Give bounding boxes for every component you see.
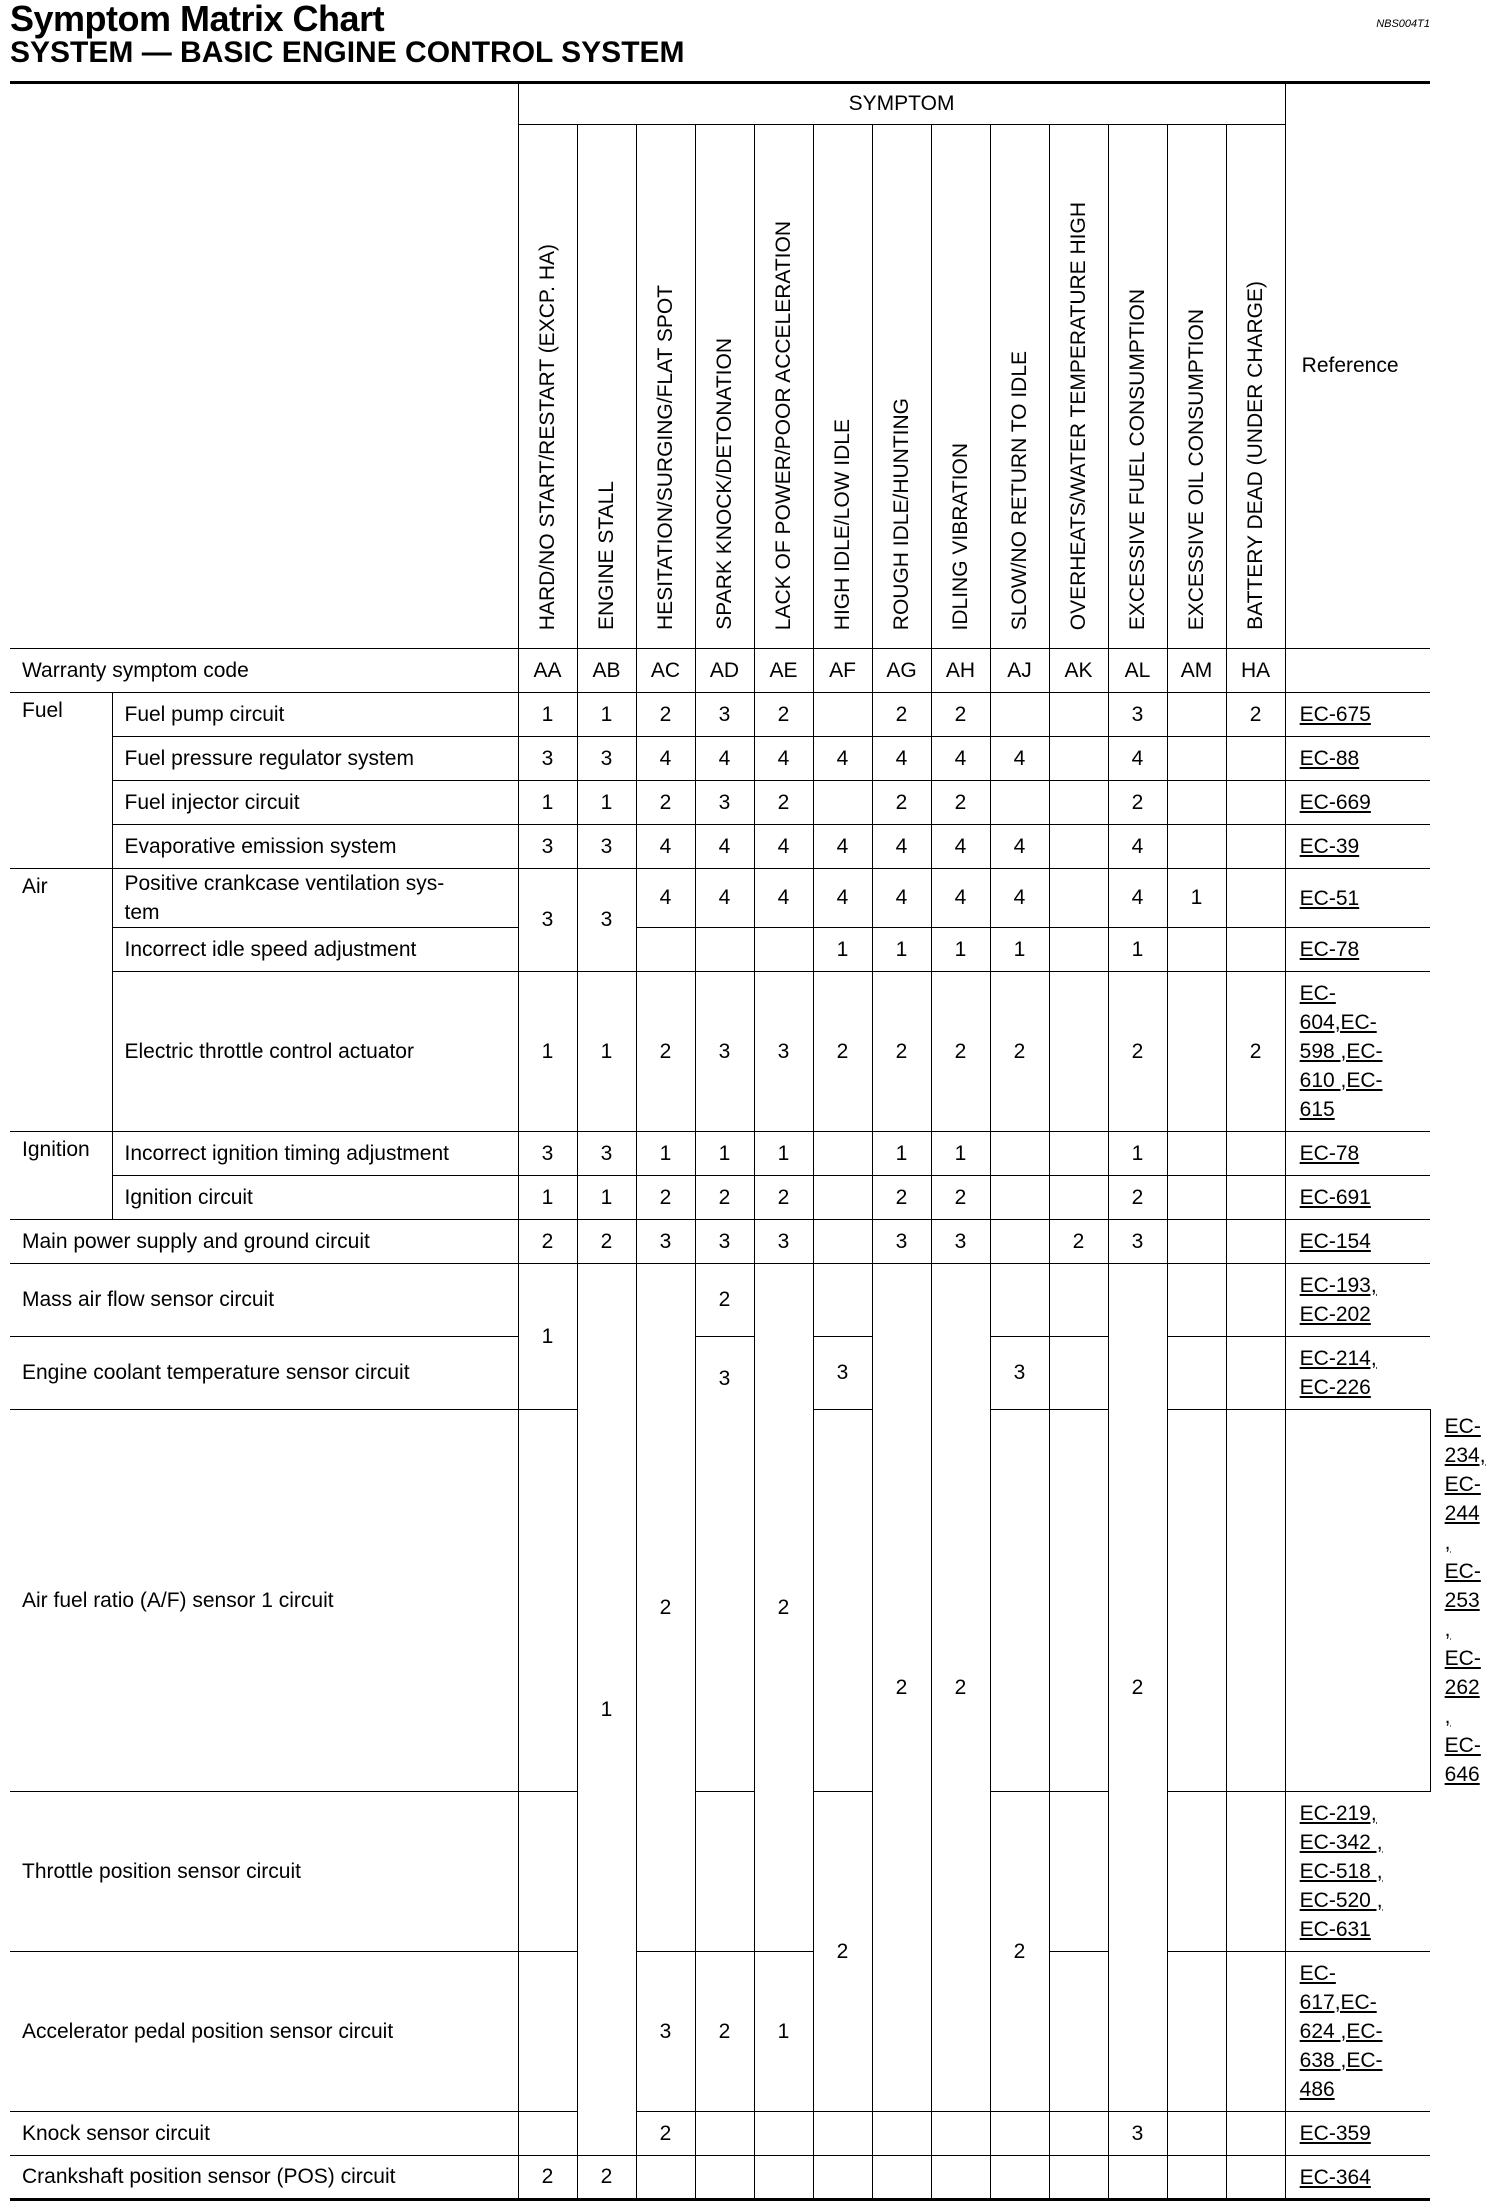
value-cell [1049, 693, 1108, 737]
value-cell [636, 928, 695, 972]
reference-link[interactable]: EC-78 [1285, 928, 1430, 972]
table-row [10, 1337, 1430, 1410]
code-cell: AL [1108, 649, 1167, 693]
symptom-header: SYMPTOM [518, 83, 1285, 125]
value-cell: 3 [695, 781, 754, 825]
value-cell: 2 [872, 781, 931, 825]
value-cell: 4 [990, 825, 1049, 869]
reference-link[interactable]: EC-364 [1285, 2156, 1430, 2200]
value-cell: 4 [1108, 825, 1167, 869]
value-cell: 2 [872, 1176, 931, 1220]
value-cell: 3 [636, 1952, 695, 2112]
value-cell [1167, 693, 1226, 737]
value-cell: 4 [813, 825, 872, 869]
value-cell: 2 [754, 693, 813, 737]
page-subtitle: SYSTEM — BASIC ENGINE CONTROL SYSTEM [10, 36, 685, 69]
value-cell [1167, 737, 1226, 781]
value-cell: 2 [518, 1220, 577, 1264]
value-cell: 3 [695, 972, 754, 1132]
value-cell: 2 [1226, 693, 1285, 737]
row-label: Engine coolant temperature sensor circuit [10, 1337, 518, 1410]
empty-cell [695, 2112, 754, 2156]
value-cell: 2 [931, 972, 990, 1132]
symptom-col-ab: ENGINE STALL [577, 125, 636, 649]
empty-cell [1167, 2156, 1226, 2200]
value-cell: 4 [872, 737, 931, 781]
symptom-col-am: EXCESSIVE OIL CONSUMPTION [1167, 125, 1226, 649]
value-cell: 1 [518, 1264, 577, 1410]
value-cell: 4 [931, 737, 990, 781]
value-cell: 2 [1049, 1220, 1108, 1264]
value-cell: 2 [1108, 972, 1167, 1132]
symptom-col-ak: OVERHEATS/WATER TEMPERATURE HIGH [1049, 125, 1108, 649]
value-cell: 3 [518, 737, 577, 781]
value-cell [813, 693, 872, 737]
table-row [10, 2156, 1430, 2200]
value-cell: 2 [813, 1792, 872, 2112]
value-cell: 2 [813, 972, 872, 1132]
row-label: Incorrect ignition timing adjustment [112, 1132, 518, 1176]
value-cell: 3 [872, 1220, 931, 1264]
value-cell [1049, 737, 1108, 781]
page-title: Symptom Matrix Chart [10, 0, 385, 39]
row-label: Accelerator pedal position sensor circuit [10, 1952, 518, 2112]
value-cell: 1 [518, 1176, 577, 1220]
value-cell: 3 [695, 1337, 754, 1792]
table-row [10, 825, 1430, 869]
value-cell: 2 [636, 2112, 695, 2156]
value-cell [754, 928, 813, 972]
value-cell: 4 [636, 737, 695, 781]
row-label: Crankshaft position sensor (POS) circuit [10, 2156, 518, 2200]
value-cell: 2 [636, 693, 695, 737]
table-row [10, 737, 1430, 781]
empty-cell [931, 2112, 990, 2156]
reference-link[interactable]: EC-51 [1285, 869, 1430, 928]
empty-cell [1049, 1264, 1108, 1337]
value-cell: 1 [577, 972, 636, 1132]
value-cell [990, 781, 1049, 825]
symptom-col-al: EXCESSIVE FUEL CONSUMPTION [1108, 125, 1167, 649]
reference-link[interactable]: EC-39 [1285, 825, 1430, 869]
code-cell: AD [695, 649, 754, 693]
value-cell [813, 1176, 872, 1220]
empty-cell [695, 2156, 754, 2200]
empty-cell [1285, 1410, 1430, 1792]
value-cell: 2 [754, 1176, 813, 1220]
symptom-col-ad: SPARK KNOCK/DETONATION [695, 125, 754, 649]
value-cell: 2 [636, 972, 695, 1132]
empty-cell [990, 2156, 1049, 2200]
value-cell: 1 [872, 1132, 931, 1176]
code-cell: AC [636, 649, 695, 693]
value-cell: 4 [990, 869, 1049, 928]
table-row [10, 1264, 1430, 1337]
empty-cell [1049, 2156, 1108, 2200]
value-cell: 4 [695, 825, 754, 869]
empty-cell [872, 2156, 931, 2200]
empty-cell [518, 1792, 577, 1952]
value-cell: 4 [695, 737, 754, 781]
value-cell: 2 [636, 1176, 695, 1220]
value-cell: 1 [518, 972, 577, 1132]
code-cell: AH [931, 649, 990, 693]
empty-cell [1167, 1337, 1226, 1410]
value-cell: 1 [518, 693, 577, 737]
value-cell: 2 [754, 1264, 813, 1952]
reference-link[interactable]: EC- 604,EC- 598 ,EC- 610 ,EC- 615 [1285, 972, 1430, 1132]
table-row [10, 928, 1430, 972]
value-cell: 3 [695, 1220, 754, 1264]
value-cell: 2 [931, 781, 990, 825]
table-row [10, 1132, 1430, 1176]
value-cell: 3 [813, 1337, 872, 1410]
reference-link[interactable]: EC-154 [1285, 1220, 1430, 1264]
code-cell: HA [1226, 649, 1285, 693]
reference-link[interactable]: EC-214, EC-226 [1285, 1337, 1430, 1410]
value-cell: 4 [754, 737, 813, 781]
value-cell [1049, 781, 1108, 825]
empty-cell [1108, 2156, 1167, 2200]
value-cell: 1 [1167, 869, 1226, 928]
table-row: Air fuel ratio (A/F) sensor 1 circuit EC-234, EC-244 , EC-253 , EC-262 , EC-646 [10, 1410, 1430, 1792]
value-cell [1226, 1220, 1285, 1264]
value-cell: 1 [577, 1264, 636, 2156]
value-cell: 1 [754, 1952, 813, 2112]
value-cell: 2 [1108, 1264, 1167, 2112]
reference-link[interactable]: EC-669 [1285, 781, 1430, 825]
value-cell [813, 1132, 872, 1176]
empty-cell [1049, 1792, 1108, 1952]
code-cell: AK [1049, 649, 1108, 693]
value-cell [695, 928, 754, 972]
empty-cell [813, 1410, 872, 1792]
reference-link[interactable]: EC-675 [1285, 693, 1430, 737]
row-label: Fuel injector circuit [112, 781, 518, 825]
value-cell [990, 1176, 1049, 1220]
value-cell: 3 [577, 825, 636, 869]
value-cell: 4 [636, 825, 695, 869]
code-cell: AM [1167, 649, 1226, 693]
value-cell: 2 [931, 1264, 990, 2112]
value-cell [1049, 928, 1108, 972]
empty-cell [813, 2112, 872, 2156]
value-cell: 1 [931, 928, 990, 972]
row-label: Positive crankcase ventilation sys- tem [112, 869, 518, 928]
value-cell: 3 [990, 1337, 1049, 1410]
value-cell [1167, 972, 1226, 1132]
value-cell: 2 [990, 1792, 1049, 2112]
value-cell [990, 1220, 1049, 1264]
table-row [10, 972, 1430, 1132]
value-cell [1226, 1132, 1285, 1176]
value-cell: 2 [872, 1264, 931, 2112]
warranty-label: Warranty symptom code [10, 649, 518, 693]
table-row [10, 1792, 1430, 1952]
reference-header: Reference [1285, 83, 1430, 649]
table-row [10, 1220, 1430, 1264]
value-cell: 2 [518, 2156, 577, 2200]
empty-cell [1167, 1264, 1226, 1337]
code-cell: AA [518, 649, 577, 693]
value-cell: 3 [518, 1132, 577, 1176]
empty-cell [1285, 649, 1430, 693]
reference-link[interactable]: EC- 617,EC- 624 ,EC- 638 ,EC- 486 [1285, 1952, 1430, 2112]
row-label: Evaporative emission system [112, 825, 518, 869]
value-cell: 3 [577, 1132, 636, 1176]
value-cell: 4 [931, 869, 990, 928]
reference-link[interactable]: EC-219, EC-342 , EC-518 , EC-520 , EC-631 [1285, 1792, 1430, 1952]
row-label: Main power supply and ground circuit [10, 1220, 518, 1264]
symptom-col-ha: BATTERY DEAD (UNDER CHARGE) [1226, 125, 1285, 649]
empty-cell [813, 2156, 872, 2200]
value-cell [990, 693, 1049, 737]
value-cell: 2 [1226, 972, 1285, 1132]
value-cell: 3 [1108, 2112, 1167, 2156]
value-cell: 2 [695, 1952, 754, 2112]
empty-cell [872, 2112, 931, 2156]
value-cell [1049, 1132, 1108, 1176]
empty-cell [1167, 2112, 1226, 2156]
empty-cell [1049, 2112, 1108, 2156]
value-cell: 4 [695, 869, 754, 928]
value-cell: 3 [636, 1220, 695, 1264]
symptom-col-aj: SLOW/NO RETURN TO IDLE [990, 125, 1049, 649]
value-cell: 3 [518, 825, 577, 869]
empty-cell [636, 2156, 695, 2200]
code-cell: AE [754, 649, 813, 693]
empty-cell [990, 1264, 1049, 1337]
code-cell: AF [813, 649, 872, 693]
value-cell [1167, 825, 1226, 869]
value-cell: 2 [1108, 781, 1167, 825]
symptom-col-ah: IDLING VIBRATION [931, 125, 990, 649]
value-cell [813, 1220, 872, 1264]
empty-cell [1049, 1410, 1108, 1792]
empty-cell [1167, 1410, 1226, 1792]
row-label: Electric throttle control actuator [112, 972, 518, 1132]
empty-cell [1226, 2156, 1285, 2200]
row-label: Throttle position sensor circuit [10, 1792, 518, 1952]
empty-cell [990, 2112, 1049, 2156]
value-cell: 4 [872, 869, 931, 928]
value-cell: 4 [813, 869, 872, 928]
value-cell: 3 [931, 1220, 990, 1264]
empty-cell [1226, 1264, 1285, 1337]
value-cell: 2 [931, 1176, 990, 1220]
value-cell [1167, 1220, 1226, 1264]
value-cell [813, 781, 872, 825]
value-cell: 4 [754, 825, 813, 869]
row-label: Incorrect idle speed adjustment [112, 928, 518, 972]
value-cell: 1 [813, 928, 872, 972]
symptom-col-ac: HESITATION/SURGING/FLAT SPOT [636, 125, 695, 649]
value-cell [1226, 825, 1285, 869]
symptom-col-aa: HARD/NO START/RESTART (EXCP. HA) [518, 125, 577, 649]
table-row [10, 1176, 1430, 1220]
value-cell: 1 [577, 781, 636, 825]
document-code: NBS004T1 [1376, 18, 1430, 30]
symptom-col-ae: LACK OF POWER/POOR ACCELERATION [754, 125, 813, 649]
empty-cell [695, 1792, 754, 1952]
table-row [10, 1952, 1430, 2112]
value-cell: 3 [577, 869, 636, 972]
value-cell [1049, 869, 1108, 928]
value-cell: 2 [872, 972, 931, 1132]
empty-cell [1226, 1410, 1285, 1792]
value-cell: 3 [754, 972, 813, 1132]
value-cell: 3 [754, 1220, 813, 1264]
value-cell: 1 [518, 781, 577, 825]
warranty-row [10, 649, 1430, 693]
value-cell: 4 [754, 869, 813, 928]
empty-cell [1226, 1952, 1285, 2112]
value-cell: 4 [931, 825, 990, 869]
empty-cell [754, 2112, 813, 2156]
value-cell: 2 [636, 1264, 695, 1952]
code-cell: AG [872, 649, 931, 693]
value-cell [1226, 869, 1285, 928]
value-cell: 2 [695, 1264, 754, 1337]
header-empty-cell [10, 83, 518, 649]
table-row [10, 2112, 1430, 2156]
row-label: Mass air flow sensor circuit [10, 1264, 518, 1337]
value-cell: 1 [1108, 928, 1167, 972]
empty-cell [1167, 1792, 1226, 1952]
empty-cell [931, 2156, 990, 2200]
symptom-col-af: HIGH IDLE/LOW IDLE [813, 125, 872, 649]
value-cell [1167, 1176, 1226, 1220]
value-cell [1049, 1176, 1108, 1220]
value-cell: 1 [577, 693, 636, 737]
value-cell [1226, 1176, 1285, 1220]
value-cell: 2 [990, 972, 1049, 1132]
value-cell [1049, 825, 1108, 869]
value-cell: 4 [990, 737, 1049, 781]
value-cell: 3 [1108, 1220, 1167, 1264]
value-cell [1167, 781, 1226, 825]
empty-cell [1226, 2112, 1285, 2156]
empty-cell [518, 1410, 577, 1792]
value-cell [1167, 1132, 1226, 1176]
symptom-matrix-table [10, 81, 1486, 2201]
empty-cell [518, 2112, 577, 2156]
value-cell: 2 [636, 781, 695, 825]
reference-link[interactable]: EC-691 [1285, 1176, 1430, 1220]
value-cell [1226, 928, 1285, 972]
value-cell: 4 [636, 869, 695, 928]
empty-cell [1167, 1952, 1226, 2112]
value-cell: 2 [1108, 1176, 1167, 1220]
table-row [10, 781, 1430, 825]
code-cell: AJ [990, 649, 1049, 693]
reference-link[interactable]: EC-193, EC-202 [1285, 1264, 1430, 1337]
code-cell: AB [577, 649, 636, 693]
table-row [10, 693, 1430, 737]
value-cell: 2 [577, 1220, 636, 1264]
group-air: Air [10, 869, 112, 1132]
value-cell: 1 [636, 1132, 695, 1176]
empty-cell [518, 1952, 577, 2112]
reference-link[interactable]: EC-78 [1285, 1132, 1430, 1176]
row-label: Knock sensor circuit [10, 2112, 518, 2156]
row-label: Ignition circuit [112, 1176, 518, 1220]
value-cell: 1 [695, 1132, 754, 1176]
value-cell: 1 [872, 928, 931, 972]
value-cell: 2 [695, 1176, 754, 1220]
value-cell [1167, 928, 1226, 972]
empty-cell [813, 1264, 872, 1337]
value-cell [1049, 972, 1108, 1132]
empty-cell [990, 1410, 1049, 1792]
value-cell: 4 [1108, 869, 1167, 928]
reference-link[interactable]: EC-88 [1285, 737, 1430, 781]
value-cell [1226, 781, 1285, 825]
header-row-symptom [10, 83, 1430, 125]
value-cell: 3 [577, 737, 636, 781]
value-cell: 1 [990, 928, 1049, 972]
symptom-col-ag: ROUGH IDLE/HUNTING [872, 125, 931, 649]
value-cell: 2 [872, 693, 931, 737]
value-cell: 4 [1108, 737, 1167, 781]
value-cell [990, 1132, 1049, 1176]
value-cell: 1 [754, 1132, 813, 1176]
value-cell: 1 [577, 1176, 636, 1220]
value-cell: 1 [1108, 1132, 1167, 1176]
group-ignition: Ignition [10, 1132, 112, 1220]
value-cell: 3 [695, 693, 754, 737]
empty-cell [1226, 1337, 1285, 1410]
empty-cell [1049, 1952, 1108, 2112]
empty-cell [1049, 1337, 1108, 1410]
row-label: Air fuel ratio (A/F) sensor 1 circuit [10, 1410, 518, 1792]
row-label: Fuel pump circuit [112, 693, 518, 737]
value-cell: 1 [931, 1132, 990, 1176]
empty-cell [754, 2156, 813, 2200]
empty-cell [1226, 1792, 1285, 1952]
value-cell: 3 [1108, 693, 1167, 737]
row-label: Fuel pressure regulator system [112, 737, 518, 781]
reference-link[interactable]: EC-359 [1285, 2112, 1430, 2156]
value-cell: 4 [813, 737, 872, 781]
value-cell: 2 [754, 781, 813, 825]
value-cell: 2 [577, 2156, 636, 2200]
value-cell: 3 [518, 869, 577, 972]
table-row [10, 869, 1430, 928]
group-fuel: Fuel [10, 693, 112, 869]
value-cell: 4 [872, 825, 931, 869]
value-cell [1226, 737, 1285, 781]
value-cell: 2 [931, 693, 990, 737]
